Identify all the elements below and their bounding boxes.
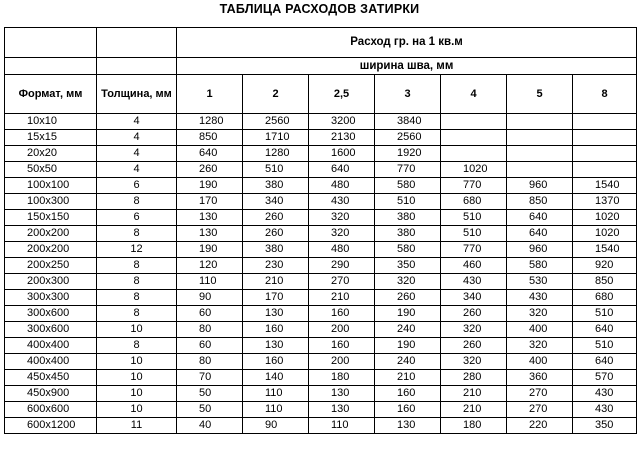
table-row xyxy=(5,322,637,338)
joint-width-3: 3 xyxy=(375,75,441,114)
consumption-header: Расход гр. на 1 кв.м xyxy=(177,28,637,58)
value-cell: 260 xyxy=(441,338,507,354)
value-cell: 130 xyxy=(177,210,243,226)
table-row xyxy=(5,370,637,386)
thickness-cell: 10 xyxy=(97,402,177,418)
value-cell: 1540 xyxy=(573,178,637,194)
corner-cell xyxy=(5,58,97,75)
value-cell: 2130 xyxy=(309,130,375,146)
value-cell: 680 xyxy=(573,290,637,306)
value-cell: 640 xyxy=(309,162,375,178)
value-cell: 270 xyxy=(507,386,573,402)
format-cell: 400x400 xyxy=(5,354,97,370)
value-cell: 180 xyxy=(309,370,375,386)
thickness-cell: 8 xyxy=(97,290,177,306)
value-cell: 230 xyxy=(243,258,309,274)
value-cell: 320 xyxy=(375,274,441,290)
value-cell: 260 xyxy=(177,162,243,178)
value-cell: 170 xyxy=(177,194,243,210)
value-cell: 1600 xyxy=(309,146,375,162)
value-cell: 1020 xyxy=(573,226,637,242)
value-cell: 340 xyxy=(243,194,309,210)
value-cell: 850 xyxy=(177,130,243,146)
thickness-cell: 8 xyxy=(97,194,177,210)
value-cell: 510 xyxy=(441,226,507,242)
value-cell: 510 xyxy=(375,194,441,210)
value-cell: 160 xyxy=(375,402,441,418)
value-cell: 640 xyxy=(507,226,573,242)
format-cell: 600x600 xyxy=(5,402,97,418)
value-cell: 430 xyxy=(507,290,573,306)
table-row xyxy=(5,242,637,258)
format-cell: 200x200 xyxy=(5,242,97,258)
thickness-cell: 11 xyxy=(97,418,177,434)
value-cell: 200 xyxy=(309,322,375,338)
value-cell: 380 xyxy=(243,242,309,258)
table-row xyxy=(5,130,637,146)
value-cell: 50 xyxy=(177,402,243,418)
value-cell xyxy=(573,162,637,178)
value-cell: 320 xyxy=(309,210,375,226)
value-cell: 320 xyxy=(507,306,573,322)
thickness-cell: 10 xyxy=(97,370,177,386)
value-cell: 130 xyxy=(177,226,243,242)
thickness-cell: 8 xyxy=(97,306,177,322)
thickness-header: Толщина, мм xyxy=(97,75,177,114)
value-cell xyxy=(441,114,507,130)
value-cell: 210 xyxy=(441,386,507,402)
format-cell: 300x300 xyxy=(5,290,97,306)
thickness-cell: 4 xyxy=(97,130,177,146)
value-cell: 280 xyxy=(441,370,507,386)
value-cell: 320 xyxy=(441,322,507,338)
value-cell: 920 xyxy=(573,258,637,274)
value-cell: 240 xyxy=(375,322,441,338)
value-cell: 110 xyxy=(243,402,309,418)
value-cell xyxy=(573,114,637,130)
table-row xyxy=(5,210,637,226)
value-cell xyxy=(507,162,573,178)
value-cell: 240 xyxy=(375,354,441,370)
value-cell: 2560 xyxy=(375,130,441,146)
table-row xyxy=(5,274,637,290)
value-cell: 180 xyxy=(441,418,507,434)
value-cell: 580 xyxy=(507,258,573,274)
value-cell: 1370 xyxy=(573,194,637,210)
value-cell: 530 xyxy=(507,274,573,290)
value-cell: 570 xyxy=(573,370,637,386)
value-cell: 580 xyxy=(375,242,441,258)
value-cell: 850 xyxy=(573,274,637,290)
value-cell: 130 xyxy=(243,338,309,354)
value-cell: 640 xyxy=(507,210,573,226)
value-cell: 110 xyxy=(177,274,243,290)
corner-cell xyxy=(97,28,177,58)
value-cell: 130 xyxy=(309,402,375,418)
value-cell: 160 xyxy=(309,306,375,322)
value-cell: 640 xyxy=(573,322,637,338)
value-cell: 60 xyxy=(177,306,243,322)
value-cell: 770 xyxy=(375,162,441,178)
value-cell: 380 xyxy=(243,178,309,194)
value-cell: 320 xyxy=(309,226,375,242)
page-title: ТАБЛИЦА РАСХОДОВ ЗАТИРКИ xyxy=(219,2,420,16)
joint-width-0: 1 xyxy=(177,75,243,114)
value-cell xyxy=(507,146,573,162)
joint-width-1: 2 xyxy=(243,75,309,114)
value-cell: 1920 xyxy=(375,146,441,162)
format-cell: 300x600 xyxy=(5,322,97,338)
joint-width-header: ширина шва, мм xyxy=(177,58,637,75)
thickness-cell: 10 xyxy=(97,322,177,338)
value-cell: 960 xyxy=(507,178,573,194)
value-cell: 360 xyxy=(507,370,573,386)
table-row xyxy=(5,306,637,322)
value-cell: 320 xyxy=(441,354,507,370)
format-header: Формат, мм xyxy=(5,75,97,114)
value-cell: 640 xyxy=(573,354,637,370)
format-cell: 10x10 xyxy=(5,114,97,130)
value-cell: 400 xyxy=(507,354,573,370)
value-cell: 270 xyxy=(309,274,375,290)
joint-width-2: 2,5 xyxy=(309,75,375,114)
format-cell: 200x250 xyxy=(5,258,97,274)
thickness-cell: 6 xyxy=(97,210,177,226)
value-cell: 400 xyxy=(507,322,573,338)
thickness-cell: 4 xyxy=(97,162,177,178)
value-cell: 130 xyxy=(309,386,375,402)
thickness-cell: 8 xyxy=(97,226,177,242)
value-cell: 1280 xyxy=(177,114,243,130)
table-row xyxy=(5,178,637,194)
value-cell: 210 xyxy=(441,402,507,418)
value-cell: 160 xyxy=(309,338,375,354)
value-cell: 80 xyxy=(177,322,243,338)
thickness-cell: 10 xyxy=(97,386,177,402)
value-cell: 510 xyxy=(441,210,507,226)
table-row xyxy=(5,114,637,130)
format-cell: 15x15 xyxy=(5,130,97,146)
grout-consumption-table xyxy=(4,27,637,434)
value-cell: 350 xyxy=(375,258,441,274)
thickness-cell: 8 xyxy=(97,258,177,274)
format-cell: 20x20 xyxy=(5,146,97,162)
value-cell: 60 xyxy=(177,338,243,354)
format-cell: 450x900 xyxy=(5,386,97,402)
value-cell: 120 xyxy=(177,258,243,274)
value-cell xyxy=(441,146,507,162)
value-cell: 190 xyxy=(177,178,243,194)
value-cell: 1280 xyxy=(243,146,309,162)
value-cell: 90 xyxy=(243,418,309,434)
value-cell: 480 xyxy=(309,242,375,258)
value-cell: 340 xyxy=(441,290,507,306)
format-cell: 600x1200 xyxy=(5,418,97,434)
format-cell: 200x200 xyxy=(5,226,97,242)
table-row xyxy=(5,418,637,434)
value-cell: 1020 xyxy=(441,162,507,178)
format-cell: 100x300 xyxy=(5,194,97,210)
format-cell: 300x600 xyxy=(5,306,97,322)
value-cell: 170 xyxy=(243,290,309,306)
format-cell: 200x300 xyxy=(5,274,97,290)
value-cell: 430 xyxy=(573,386,637,402)
value-cell: 190 xyxy=(375,306,441,322)
value-cell: 2560 xyxy=(243,114,309,130)
value-cell: 260 xyxy=(243,226,309,242)
value-cell: 770 xyxy=(441,178,507,194)
value-cell: 640 xyxy=(177,146,243,162)
value-cell: 210 xyxy=(243,274,309,290)
value-cell: 460 xyxy=(441,258,507,274)
value-cell: 130 xyxy=(375,418,441,434)
value-cell: 1540 xyxy=(573,242,637,258)
value-cell: 1020 xyxy=(573,210,637,226)
table-row xyxy=(5,386,637,402)
value-cell: 210 xyxy=(375,370,441,386)
corner-cell xyxy=(97,58,177,75)
value-cell: 480 xyxy=(309,178,375,194)
thickness-cell: 12 xyxy=(97,242,177,258)
value-cell: 260 xyxy=(375,290,441,306)
value-cell: 130 xyxy=(243,306,309,322)
thickness-cell: 6 xyxy=(97,178,177,194)
format-cell: 100x100 xyxy=(5,178,97,194)
value-cell: 190 xyxy=(375,338,441,354)
value-cell: 510 xyxy=(573,338,637,354)
value-cell: 160 xyxy=(375,386,441,402)
value-cell: 110 xyxy=(309,418,375,434)
value-cell: 510 xyxy=(243,162,309,178)
format-cell: 50x50 xyxy=(5,162,97,178)
value-cell: 40 xyxy=(177,418,243,434)
value-cell: 80 xyxy=(177,354,243,370)
table-row xyxy=(5,354,637,370)
value-cell: 90 xyxy=(177,290,243,306)
value-cell: 290 xyxy=(309,258,375,274)
table-row xyxy=(5,146,637,162)
value-cell xyxy=(573,130,637,146)
corner-cell xyxy=(5,28,97,58)
value-cell: 3840 xyxy=(375,114,441,130)
value-cell: 160 xyxy=(243,354,309,370)
value-cell: 70 xyxy=(177,370,243,386)
value-cell: 380 xyxy=(375,210,441,226)
value-cell: 1710 xyxy=(243,130,309,146)
table-row xyxy=(5,258,637,274)
value-cell: 110 xyxy=(243,386,309,402)
joint-width-5: 5 xyxy=(507,75,573,114)
value-cell: 850 xyxy=(507,194,573,210)
value-cell: 220 xyxy=(507,418,573,434)
value-cell xyxy=(441,130,507,146)
table-row xyxy=(5,162,637,178)
thickness-cell: 4 xyxy=(97,114,177,130)
value-cell: 160 xyxy=(243,322,309,338)
value-cell: 3200 xyxy=(309,114,375,130)
thickness-cell: 4 xyxy=(97,146,177,162)
value-cell: 50 xyxy=(177,386,243,402)
thickness-cell: 10 xyxy=(97,354,177,370)
table-row xyxy=(5,338,637,354)
format-cell: 450x450 xyxy=(5,370,97,386)
value-cell xyxy=(507,130,573,146)
value-cell: 510 xyxy=(573,306,637,322)
value-cell xyxy=(507,114,573,130)
value-cell: 200 xyxy=(309,354,375,370)
thickness-cell: 8 xyxy=(97,338,177,354)
value-cell: 380 xyxy=(375,226,441,242)
value-cell: 140 xyxy=(243,370,309,386)
value-cell xyxy=(573,146,637,162)
value-cell: 350 xyxy=(573,418,637,434)
value-cell: 190 xyxy=(177,242,243,258)
value-cell: 430 xyxy=(441,274,507,290)
joint-width-4: 4 xyxy=(441,75,507,114)
value-cell: 270 xyxy=(507,402,573,418)
value-cell: 320 xyxy=(507,338,573,354)
value-cell: 430 xyxy=(573,402,637,418)
format-cell: 150x150 xyxy=(5,210,97,226)
table-row xyxy=(5,290,637,306)
value-cell: 960 xyxy=(507,242,573,258)
value-cell: 580 xyxy=(375,178,441,194)
thickness-cell: 8 xyxy=(97,274,177,290)
value-cell: 260 xyxy=(243,210,309,226)
value-cell: 260 xyxy=(441,306,507,322)
value-cell: 210 xyxy=(309,290,375,306)
value-cell: 430 xyxy=(309,194,375,210)
joint-width-6: 8 xyxy=(573,75,637,114)
table-row xyxy=(5,402,637,418)
value-cell: 770 xyxy=(441,242,507,258)
table-row xyxy=(5,226,637,242)
value-cell: 680 xyxy=(441,194,507,210)
format-cell: 400x400 xyxy=(5,338,97,354)
table-row xyxy=(5,194,637,210)
